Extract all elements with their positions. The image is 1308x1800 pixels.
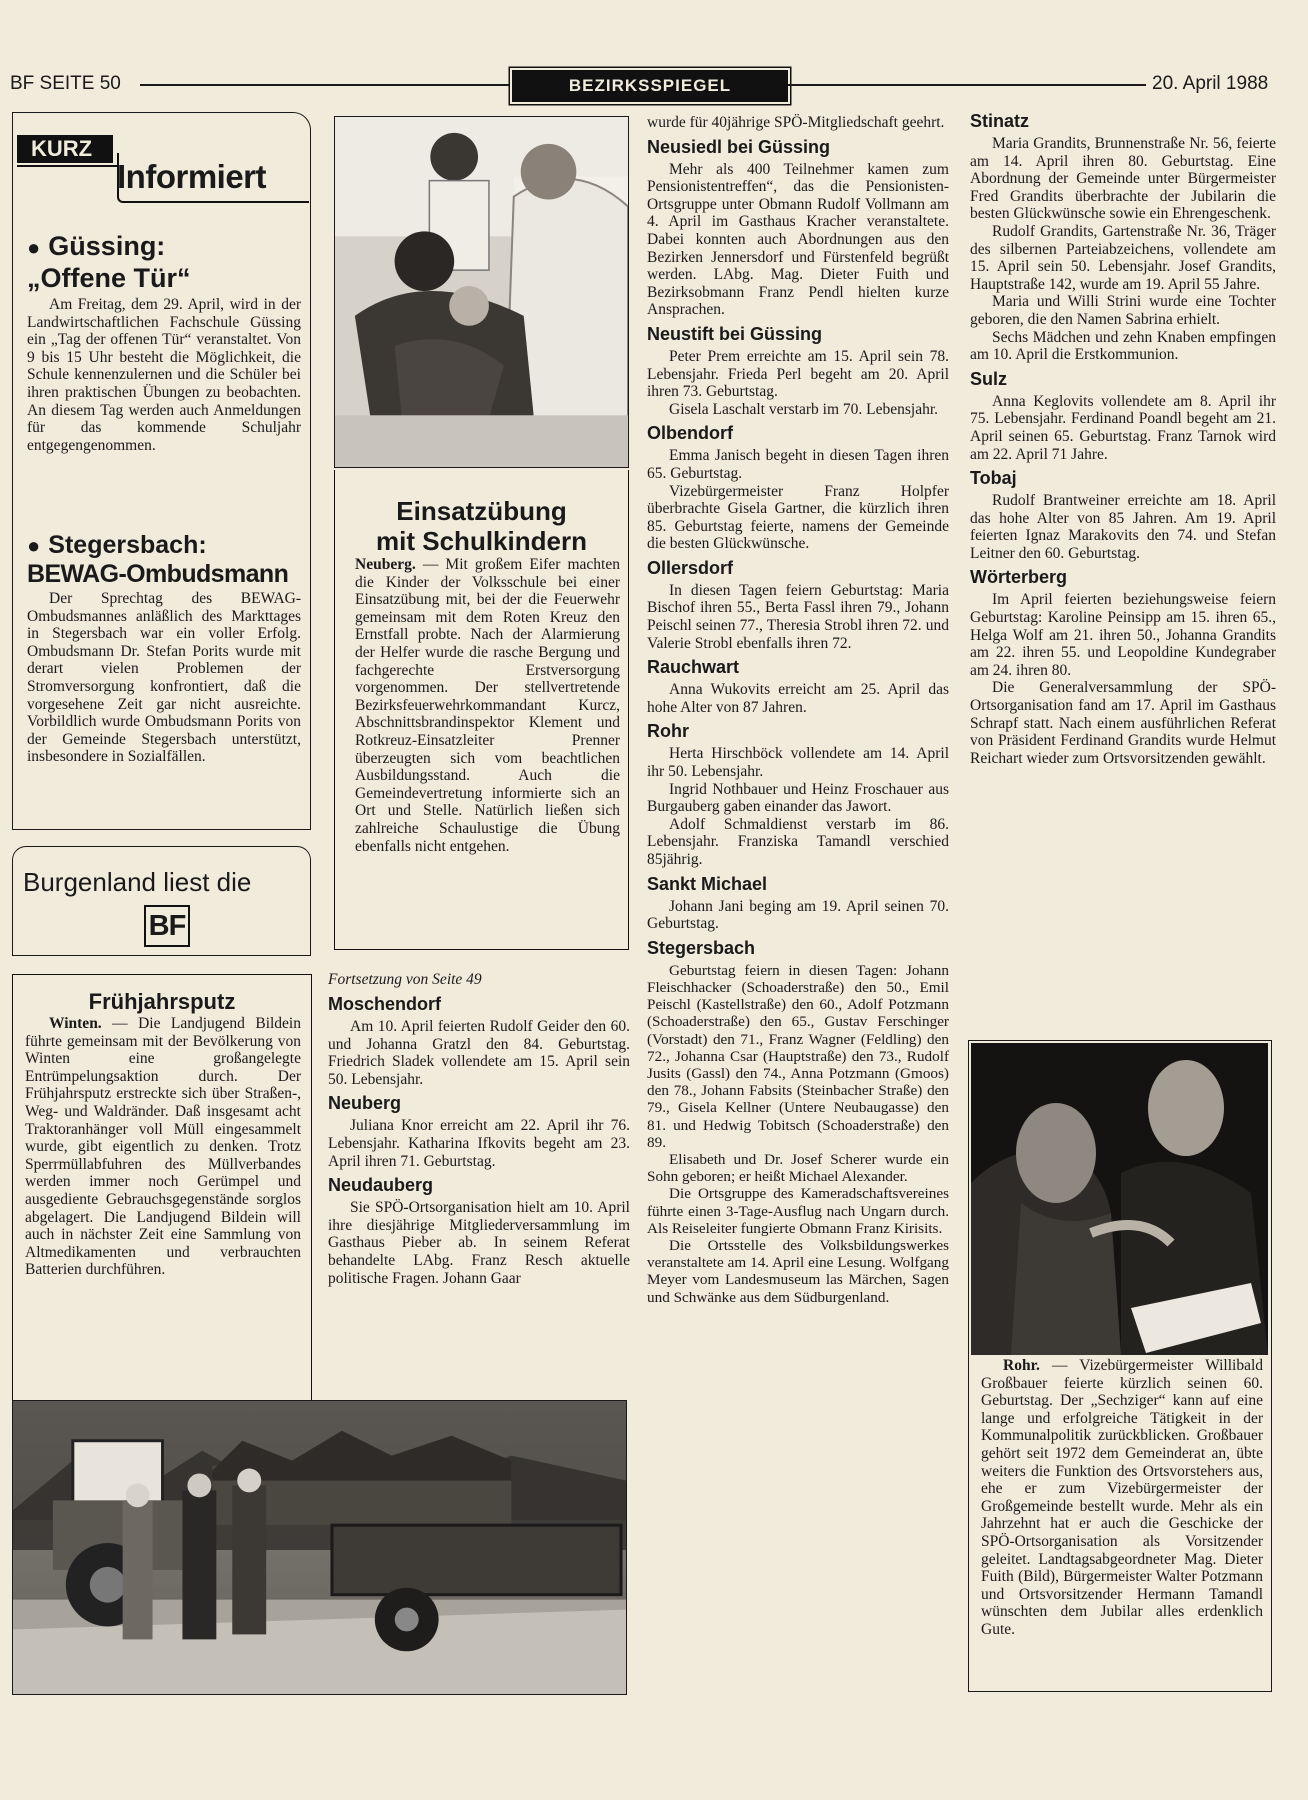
kurz-item-gussing xyxy=(27,231,301,454)
section-heading: Stinatz xyxy=(970,111,1030,131)
header-rule-left xyxy=(140,84,510,86)
section-heading: Tobaj xyxy=(970,468,1017,489)
section-heading: Neustift bei Güssing xyxy=(647,323,823,344)
section-woerterberg: Wörterberg Im April feierten beziehungsweise feiern Geburtstag: Karoline Peinsipp am 15. ihren 65., Helga Wolf am 21. ihren 50., Johanna Grandits am 22. ihren 55. und Leopoldine Kundegraber am 24. ihren 80. Die Generalversammlung der SPÖ-Ortsorganisation fand am 17. April im Gasthaus Schrapf statt. Nach einem ausführlichen Referat von Präsident Ferdinand Grandits wurde Helmut Reichart wieder zum Ortsvorsitzenden gewählt. xyxy=(970,567,1276,767)
section-neudauberg: Neudauberg Sie SPÖ-Ortsorganisation hielt am 10. April ihre diesjährige Mitgliederversammlung im Gasthaus Pieber ab. In seinem Referat behandelte LAbg. Franz Resch aktuelle politische Fragen. Johann Gaar xyxy=(328,1175,630,1287)
article-title: Frühjahrsputz xyxy=(88,989,236,1014)
section-sulz: Sulz Anna Keglovits vollendete am 8. April ihr 75. Lebensjahr. Ferdinand Poandl begeht am 21. April seinen 65. Geburtstag. Franz Tarnok wird am 22. April 71 Jahre. xyxy=(970,368,1276,463)
photo-tractor-cleanup xyxy=(12,1400,627,1695)
bullet-icon: ● xyxy=(27,533,41,558)
kurz-item-headline: Stegersbach: xyxy=(48,531,207,559)
article-body: Neuberg. — Mit großem Eifer machten die Kinder der Volksschule bei einer Einsatzübung mit, bei der die Feuerwehr gemeinsam mit dem Roten Kreuz den Ernstfall probte. Nach der Alarmierung der Helfer wurde die rasche Bergung und fachgerechte Erstversorgung vorgenommen. Der stellvertretende Bezirksfeuerwehrkommandant Kurcz, Abschnittsbrandinspektor Klement und Rotkreuz-Einsatzleiter Prenner überzeugten sich vom beachtlichen Ausbildungsstand. Auch die Gemeindevertretung informierte sich an Ort und Stelle. Natürlich ließen sich zahlreiche Schaulustige die Übung ebenfalls nicht entgehen. xyxy=(355,556,620,855)
section-heading: Rauchwart xyxy=(647,657,740,678)
section-neustift: Neustift bei Güssing Peter Prem erreichte am 15. April sein 78. Lebensjahr. Frieda Perl begeht am 20. April ihren 73. Geburtstag. Gisela Laschalt verstarb im 70. Lebensjahr. xyxy=(647,323,949,418)
column-2-news xyxy=(328,970,630,1287)
promo-box xyxy=(12,846,311,956)
section-heading: Ollersdorf xyxy=(647,557,734,578)
bullet-icon: ● xyxy=(27,235,41,260)
section-stinatz: Stinatz Maria Grandits, Brunnenstraße Nr. 56, feierte am 14. April ihren 80. Geburtstag. Eine Abordnung der Gemeinde unter Bürgermeister Fred Grandits überbrachte der Jubilarin die besten Glückwünsche sowie ein Ehrengeschenk. Rudolf Grandits, Gartenstraße Nr. 36, Träger des silbernen Parteiabzeichens, vollendete am 15. April sein 50. Lebensjahr. Josef Grandits, Hauptstraße 142, wurde am 19. April 55 Jahre. Maria und Willi Strini wurde eine Tochter geboren, die den Namen Sabrina erhielt. Sechs Mädchen und zehn Knaben empfingen am 10. April die Erstkommunion. xyxy=(970,111,1276,364)
section-ollersdorf: Ollersdorf In diesen Tagen feiern Geburtstag: Maria Bischof ihren 55., Berta Fassl ihren 79., Johann Peischl seinen 77., Theresia Strobl ihren 72. und Valerie Strobl ebenfalls ihren 72. xyxy=(647,557,949,652)
page-number: BF SEITE 50 xyxy=(10,73,121,94)
page-header xyxy=(10,70,1280,100)
article-subtitle: mit Schulkindern xyxy=(376,526,587,556)
section-heading: Stegersbach xyxy=(647,937,756,958)
header-rule-right xyxy=(788,84,1146,86)
continued-text: wurde für 40jährige SPÖ-Mitgliedschaft geehrt. xyxy=(647,114,945,131)
section-neuberg: Neuberg Juliana Knor erreicht am 22. April ihr 76. Lebensjahr. Katharina Ifkovits begeht am 23. April ihren 71. Geburtstag. xyxy=(328,1093,630,1170)
section-stegersbach: Stegersbach Geburtstag feiern in diesen Tagen: Johann Fleischhacker (Schoaderstraße) den 50., Emil Peischl (Kastellstraße) den 60., Adolf Potzmann (Schoaderstraße) den 65., Gustav Ferschinger (Vorstadt) den 71., Franz Wagner (Feldling) den 72., Johanna Csar (Hauptstraße) den 73., Rudolf Jusits (Gassl) den 74., Anna Potzmann (Gmoos) den 78., Johann Fabsits (Steinbacher Straße) den 79., Gisela Kellner (Untere Neubaugasse) den 81. und Hedwig Tobitsch (Schoaderstraße) den 89. Elisabeth und Dr. Josef Scherer wurde ein Sohn geboren; er heißt Michael Alexander. Die Ortsgruppe des Kameradschaftsvereines führte einen 3-Tage-Ausflug nach Ungarn durch. Als Reiseleiter fungierte Obmann Franz Kirisits. Die Ortsstelle des Volksbildungswerkes veranstaltete am 14. April eine Lesung. Wolfgang Meyer vom Landesmuseum las Märchen, Sagen und Schwänke aus dem Südburgenland. xyxy=(647,937,949,1306)
rescue-photo-image xyxy=(335,117,628,467)
section-title-box xyxy=(512,70,788,102)
kurz-item-subheadline: „Offene Tür“ xyxy=(27,263,191,293)
kurz-item-subheadline: BEWAG-Ombudsmann xyxy=(27,560,289,588)
photo-rohr-anniversary xyxy=(971,1043,1268,1355)
section-title: BEZIRKSSPIEGEL xyxy=(568,76,732,95)
section-moschendorf: Moschendorf Am 10. April feierten Rudolf Geider den 60. und Johanna Gratzl den 84. Geburtstag. Friedrich Sladek vollendete am 15. April sein 50. Lebensjahr. xyxy=(328,994,630,1088)
tractor-photo-image xyxy=(13,1401,626,1694)
promo-text: Burgenland liest die xyxy=(23,867,252,897)
article-body: Winten. — Die Landjugend Bildein führte gemeinsam mit der Bevölkerung von Winten eine großangelegte Entrümpelungsaktion durch. Der Frühjahrsputz erstreckte sich über Straßen-, Weg- und Waldränder. Daß insgesamt acht Traktoranhänger voll Müll eingesammelt wurde, gibt eigentlich zu denken. Trotz Sperrmüllabfuhren des Müllverbandes werden immer noch Gerümpel und ausgediente Gebrauchsgegenstände sorglos abgelagert. Die Landjugend Bildein will auch in nächster Zeit eine Sammlung von Altmedikamenten und verbrauchten Batterien durchführen. xyxy=(25,1015,301,1279)
section-heading: Sankt Michael xyxy=(647,873,768,894)
bf-logo: BF xyxy=(144,905,190,947)
kurz-badge-rule xyxy=(17,165,117,167)
kurz-item-headline: Güssing: xyxy=(48,231,166,261)
section-heading: Sulz xyxy=(970,368,1008,389)
section-heading: Moschendorf xyxy=(328,994,442,1014)
section-rauchwart: Rauchwart Anna Wukovits erreicht am 25. April das hohe Alter von 87 Jahren. xyxy=(647,657,949,716)
rohr-photo-image xyxy=(971,1043,1268,1355)
section-heading: Wörterberg xyxy=(970,567,1068,588)
column-4-news xyxy=(970,110,1276,767)
section-heading: Rohr xyxy=(647,721,689,742)
kurz-item-text: Am Freitag, dem 29. April, wird in der Landwirtschaftlichen Fachschule Güssing ein „Tag der offenen Tür“ veranstaltet. Von 9 bis 15 Uhr besteht die Möglichkeit, die Schule kennenzulernen und die Schüler bei ihren praktischen Übungen zu beobachten. An diesem Tag werden auch Anmeldungen für das kommende Schuljahr entgegengenommen. xyxy=(27,296,301,454)
einsatzuebung-article xyxy=(334,470,629,950)
section-tobaj: Tobaj Rudolf Brantweiner erreichte am 18. April das hohe Alter von 85 Jahren. Am 19. April feierten Ignaz Marakovits den 74. und Stefan Leitner den 60. Geburtstag. xyxy=(970,468,1276,562)
article-title: Einsatzübung xyxy=(396,496,567,526)
section-heading: Neuberg xyxy=(328,1093,402,1114)
section-heading: Olbendorf xyxy=(647,423,733,444)
photo-rescue-exercise xyxy=(334,116,629,468)
section-sankt-michael: Sankt Michael Johann Jani beging am 19. April seinen 70. Geburtstag. xyxy=(647,873,949,933)
section-rohr: Rohr Herta Hirschböck vollendete am 14. April ihr 50. Lebensjahr. Ingrid Nothbauer und Heinz Froschauer aus Burgauberg gaben einander das Jawort. Adolf Schmaldienst verstarb im 86. Lebensjahr. Franziska Tamandl verschied 85jährig. xyxy=(647,721,949,868)
kurz-badge: KURZ xyxy=(17,135,113,163)
section-heading: Neusiedl bei Güssing xyxy=(647,136,831,157)
kurz-informiert-box xyxy=(12,112,311,830)
section-neusiedl: Neusiedl bei Güssing Mehr als 400 Teilnehmer kamen zum Pensionistentreffen“, das die Pensionisten-Ortsgruppe unter Obmann Rudolf Vollmann am 4. April im Gasthaus Kracher veranstaltete. Dabei konnten auch Abordnungen aus den Bezirken Jennersdorf und Fürstenfeld begrüßt werden. LAbg. Mag. Dieter Fuith und Bezirksobmann Franz Pendl hielten kurze Ansprachen. xyxy=(647,136,949,319)
issue-date: 20. April 1988 xyxy=(1152,73,1269,94)
kurz-item-text: Der Sprechtag des BEWAG-Ombudsmannes anläßlich des Markttages in Stegersbach war ein voller Erfolg. Ombudsmann Dr. Stefan Porits wurde mit derart vielen Problemen der Stromversorgung konfrontiert, daß die vorgesehene Zeit gar nicht ausreichte. Vorbildlich wurde Ombudsmann Porits von der Gemeinde Stegersbach unterstützt, insbesondere in Sozialfällen. xyxy=(27,590,301,766)
section-heading: Neudauberg xyxy=(328,1175,434,1196)
photo-caption: Rohr. — Vizebürgermeister Willibald Großbauer feierte kürzlich seinen 60. Geburtstag. Der „Sechziger“ kann auf eine lange und erfolgreiche Tätigkeit in der Kommunalpolitik zurückblicken. Großbauer gehört seit 1972 dem Gemeinderat an, übte weiters die Funktion des Ortsvorstehers aus, ehe er zum Vizebürgermeister der Großgemeinde bestellt wurde. Mehr als ein Jahrzehnt hat er auch die Geschicke der SPÖ-Ortsorganisation als Vorsitzender geleitet. Landtagsabgeordneter Mag. Dieter Fuith (Bild), Bürgermeister Walter Potzmann und Ortsvorsitzender Hermann Tamandl wünschten dem Jubilar alles erdenklich Gute. xyxy=(981,1357,1263,1638)
kurz-item-stegersbach xyxy=(27,531,301,766)
column-3-news xyxy=(647,114,949,1306)
kurz-title: Informiert xyxy=(117,158,267,195)
continued-note: Fortsetzung von Seite 49 xyxy=(328,971,482,988)
section-olbendorf: Olbendorf Emma Janisch begeht in diesen Tagen ihren 65. Geburtstag. Vizebürgermeister Franz Holpfer überbrachte Gisela Gartner, die kürzlich ihren 85. Geburtstag feierte, namens der Gemeinde die besten Glückwünsche. xyxy=(647,423,949,553)
fruehjahrsputz-article xyxy=(12,974,312,1404)
rohr-photo-box xyxy=(968,1040,1272,1692)
